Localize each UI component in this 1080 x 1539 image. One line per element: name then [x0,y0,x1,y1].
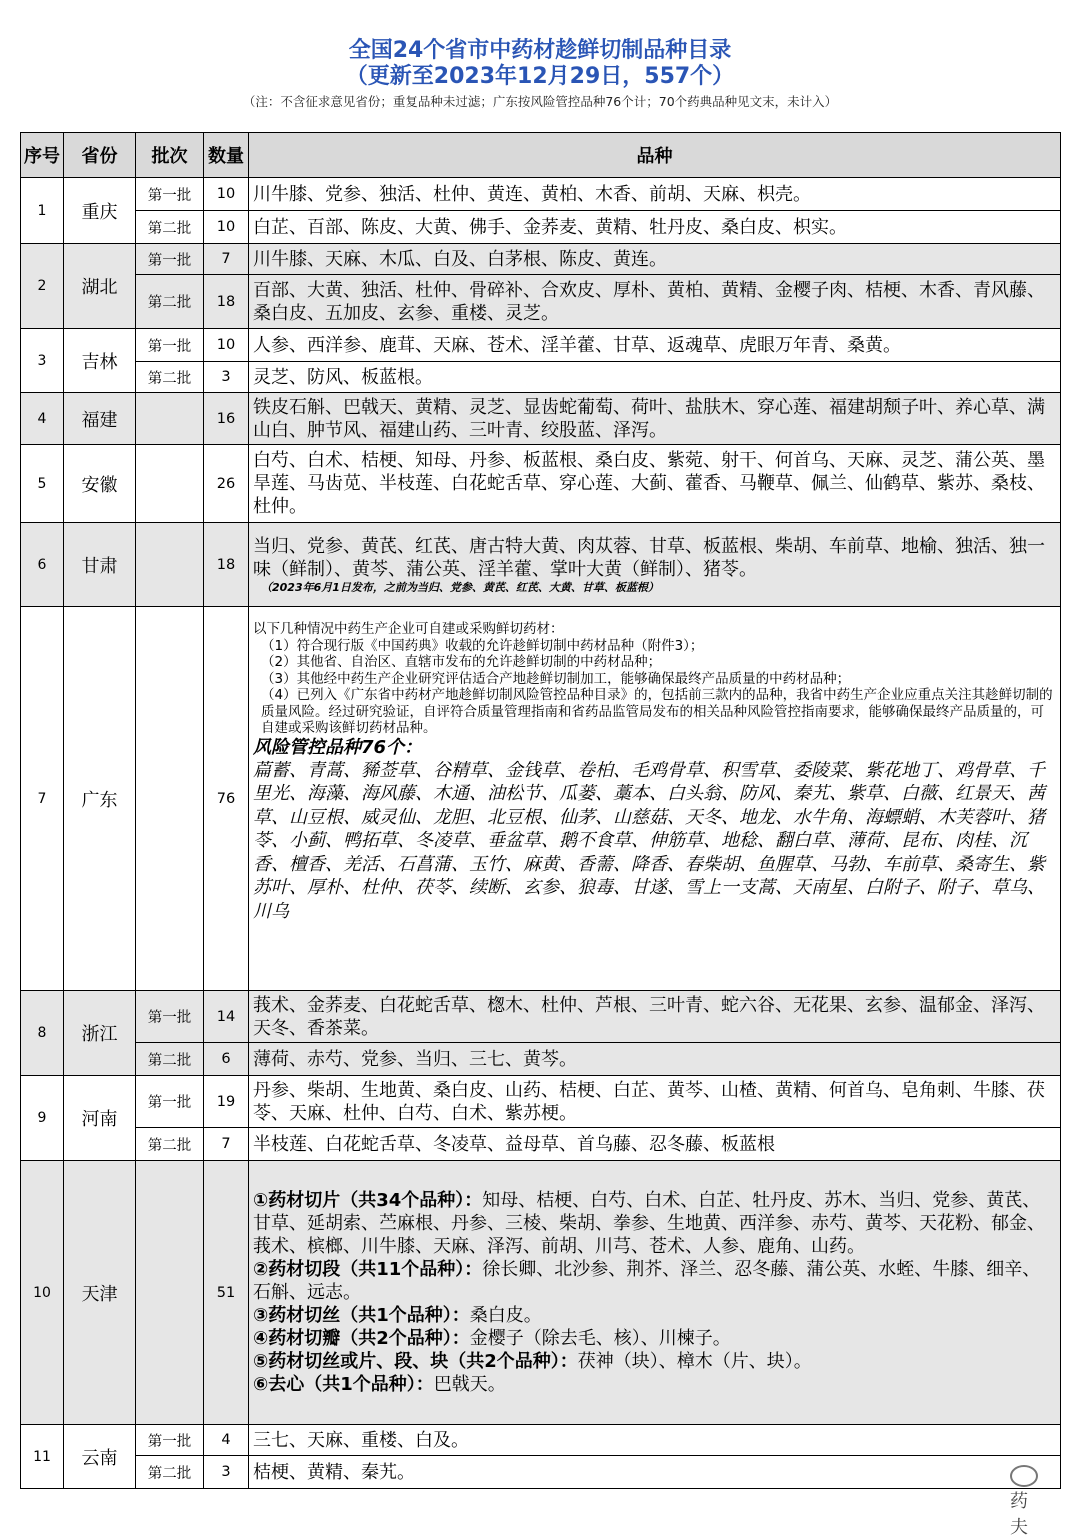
row-province: 福建 [64,393,136,445]
row-batch: 第一批 [136,329,204,362]
row-variety: 灵芝、防风、板蓝根。 [249,362,1061,393]
tianjin-line [253,1350,1056,1373]
row-count: 6 [204,1043,249,1076]
row-variety: 丹参、柴胡、生地黄、桑白皮、山药、桔梗、白芷、黄芩、山楂、黄精、何首乌、皂角刺、牛膝、茯苓、天麻、杜仲、白芍、白术、紫苏梗。 [249,1076,1061,1128]
table-row [21,275,1061,329]
row-count: 3 [204,362,249,393]
row-variety: 白芷、百部、陈皮、大黄、佛手、金荞麦、黄精、牡丹皮、桑白皮、枳实。 [249,211,1061,244]
row-variety: 百部、大黄、独活、杜仲、骨碎补、合欢皮、厚朴、黄柏、黄精、金樱子肉、桔梗、木香、青风藤、桑白皮、五加皮、玄参、重楼、灵芝。 [249,275,1061,329]
guangdong-risk-list: 萹蓄、青蒿、豨莶草、谷精草、金钱草、卷柏、毛鸡骨草、积雪草、委陵菜、紫花地丁、鸡骨草、千里光、海藻、海风藤、木通、油松节、瓜蒌、藁本、白头翁、防风、秦艽、紫草、白薇、红景天、茜草、山豆根、威灵仙、龙胆、北豆根、仙茅、山慈菇、天冬、地龙、水牛角、海螵蛸、木芙蓉叶、猪苓、小蓟、鸭拓草、冬凌草、垂盆草、鹅不食草、伸筋草、地稔、翻白草、薄荷、昆布、肉桂、沉香、檀香、羌活、石菖蒲、玉竹、麻黄、香薷、降香、春柴胡、鱼腥草、马勃、车前草、桑寄生、紫苏叶、厚朴、杜仲、茯苓、续断、玄参、狼毒、甘遂、雪上一支蒿、天南星、白附子、附子、草乌、川乌 [253,759,1045,922]
header-num: 序号 [21,133,64,178]
row-batch [136,445,204,523]
table-row [21,244,1061,275]
row-province: 浙江 [64,991,136,1076]
row-batch [136,393,204,445]
page-note: （注：不含征求意见省份；重复品种未过滤；广东按风险管控品种76个计；70个药典品种见文末，未计入） [242,94,838,109]
row-num: 9 [21,1076,64,1161]
row-count: 10 [204,178,249,211]
row-count: 10 [204,329,249,362]
row-count: 26 [204,445,249,523]
header-batch: 批次 [136,133,204,178]
tianjin-line-label: ④药材切瓣（共2个品种）： [253,1328,470,1349]
tianjin-line-text: 徐长卿、北沙参、荆芥、泽兰、忍冬藤、蒲公英、水蛭、牛膝、细辛、石斛、远志。 [253,1259,1041,1303]
table-row [21,362,1061,393]
gansu-variety-text: 当归、党参、黄芪、红芪、唐古特大黄、肉苁蓉、甘草、板蓝根、柴胡、车前草、地榆、独活、独一味（鲜制）、黄芩、蒲公英、淫羊藿、掌叶大黄（鲜制）、猪苓。 [253,535,1045,580]
page-subtitle: （更新至2023年12月29日，557个） [345,64,735,89]
row-batch: 第二批 [136,1456,204,1489]
row-num: 10 [21,1161,64,1425]
tianjin-line [253,1373,1056,1396]
guangdong-risk-title: 风险管控品种76个： [253,736,423,758]
row-province: 广东 [64,607,136,991]
row-province: 安徽 [64,445,136,523]
row-variety: 桔梗、黄精、秦艽。 [249,1456,1061,1489]
tianjin-line-text: 茯神（块）、樟木（片、块）。 [577,1351,812,1372]
table-row [21,1456,1061,1489]
row-num: 11 [21,1425,64,1489]
row-num: 6 [21,523,64,607]
table-row [21,1076,1061,1128]
watermark [1010,1465,1045,1539]
tianjin-line-label: ⑤药材切丝或片、段、块（共2个品种）： [253,1351,578,1372]
row-variety: 川牛膝、党参、独活、杜仲、黄连、黄柏、木香、前胡、天麻、枳壳。 [249,178,1061,211]
row-province: 甘肃 [64,523,136,607]
row-count: 10 [204,211,249,244]
guangdong-item: （3）其他经中药生产企业研究评估适合产地趁鲜切制加工，能够确保最终产品质量的中药材品种； [261,670,851,687]
row-province: 湖北 [64,244,136,329]
row-batch: 第一批 [136,244,204,275]
table-row [21,329,1061,362]
row-num: 1 [21,178,64,244]
row-count: 7 [204,244,249,275]
row-batch: 第一批 [136,991,204,1043]
table-row [21,393,1061,445]
tianjin-line [253,1258,1056,1304]
header-province: 省份 [64,133,136,178]
table-row [21,991,1061,1043]
row-count: 18 [204,275,249,329]
row-count: 19 [204,1076,249,1128]
row-num: 4 [21,393,64,445]
row-province: 吉林 [64,329,136,393]
table-row [21,178,1061,211]
row-variety: 莪术、金荞麦、白花蛇舌草、楤木、杜仲、芦根、三叶青、蛇六谷、无花果、玄参、温郁金、泽泻、天冬、香茶菜。 [249,991,1061,1043]
header-count: 数量 [204,133,249,178]
variety-table [20,132,1061,1489]
guangdong-intro-text: 以下几种情况中药生产企业可自建或采购鲜切药材： [253,621,564,637]
row-variety: 白芍、白术、桔梗、知母、丹参、板蓝根、桑白皮、紫菀、射干、何首乌、天麻、灵芝、蒲公英、墨旱莲、马齿苋、半枝莲、白花蛇舌草、穿心莲、大蓟、藿香、马鞭草、佩兰、仙鹤草、紫苏、桑枝、杜仲。 [249,445,1061,523]
row-num: 8 [21,991,64,1076]
row-batch [136,1161,204,1425]
row-count: 7 [204,1128,249,1161]
row-variety: 半枝莲、白花蛇舌草、冬凌草、益母草、首乌藤、忍冬藤、板蓝根 [249,1128,1061,1161]
row-province: 天津 [64,1161,136,1425]
row-num: 3 [21,329,64,393]
row-count: 4 [204,1425,249,1456]
row-batch: 第二批 [136,362,204,393]
tianjin-line-text: 金樱子（除去毛、核）、川楝子。 [469,1328,731,1349]
row-count: 3 [204,1456,249,1489]
guangdong-item: （4）已列入《广东省中药材产地趁鲜切制风险管控品种目录》的，包括前三款内的品种，我省中药生产企业应重点关注其趁鲜切制的质量风险。经过研究验证，自评符合质量管理指南和省药品监管局发布的相关品种风险管控指南要求，能够确保最终产品质量的，可自建或采购该鲜切药材品种。 [261,687,1053,736]
row-num: 7 [21,607,64,991]
table-row [21,523,1061,607]
row-province: 重庆 [64,178,136,244]
guangdong-item: （2）其他省、自治区、直辖市发布的允许趁鲜切制的中药材品种； [261,654,662,670]
row-variety: 人参、西洋参、鹿茸、天麻、苍术、淫羊藿、甘草、返魂草、虎眼万年青、桑黄。 [249,329,1061,362]
tianjin-line-label: ③药材切丝（共1个品种）： [253,1305,470,1326]
row-batch: 第一批 [136,1425,204,1456]
row-num: 2 [21,244,64,329]
table-header-row [21,133,1061,178]
guangdong-intro [253,621,1056,737]
table-row [21,1128,1061,1161]
table-row [21,211,1061,244]
gansu-variety-note: （2023年6月1日发布，之前为当归、党参、黄芪、红芪、大黄、甘草、板蓝根） [261,580,659,594]
page-title: 全国24个省市中药材趁鲜切制品种目录 [348,38,732,63]
row-batch: 第二批 [136,1043,204,1076]
row-variety: 川牛膝、天麻、木瓜、白及、白茅根、陈皮、黄连。 [249,244,1061,275]
row-variety [249,523,1061,607]
guangdong-item: （1）符合现行版《中国药典》收载的允许趁鲜切制中药材品种（附件3）； [261,637,704,654]
row-province: 云南 [64,1425,136,1489]
row-count: 16 [204,393,249,445]
row-batch: 第二批 [136,211,204,244]
row-variety: 铁皮石斛、巴戟天、黄精、灵芝、显齿蛇葡萄、荷叶、盐肤木、穿心莲、福建胡颓子叶、养心草、满山白、肿节风、福建山药、三叶青、绞股蓝、泽泻。 [249,393,1061,445]
tianjin-line-text: 巴戟天。 [433,1374,506,1395]
row-batch: 第二批 [136,275,204,329]
row-variety [249,1161,1061,1425]
watermark-text: 药夫 [1010,1491,1028,1538]
row-variety [249,607,1061,991]
tianjin-line-label: ①药材切片（共34个品种）： [253,1190,483,1211]
tianjin-line [253,1327,1056,1350]
table-row [21,607,1061,991]
tianjin-line-label: ⑥去心（共1个品种）： [253,1374,434,1395]
wechat-icon [1010,1465,1038,1487]
row-batch: 第二批 [136,1128,204,1161]
row-batch: 第一批 [136,1076,204,1128]
table-row [21,1043,1061,1076]
row-num: 5 [21,445,64,523]
table-row [21,445,1061,523]
tianjin-line-text: 知母、桔梗、白芍、白术、白芷、牡丹皮、苏木、当归、党参、黄芪、甘草、延胡索、苎麻根、丹参、三棱、柴胡、拳参、生地黄、西洋参、赤芍、黄芩、天花粉、郁金、莪术、槟榔、川牛膝、天麻、泽泻、前胡、川芎、苍术、人参、鹿角、山药。 [253,1190,1045,1257]
table-row [21,1425,1061,1456]
table-row [21,1161,1061,1425]
row-variety: 三七、天麻、重楼、白及。 [249,1425,1061,1456]
row-batch: 第一批 [136,178,204,211]
row-batch [136,607,204,991]
row-batch [136,523,204,607]
header-variety: 品种 [249,133,1061,178]
row-province: 河南 [64,1076,136,1161]
row-count: 51 [204,1161,249,1425]
tianjin-line [253,1189,1056,1258]
row-variety: 薄荷、赤芍、党参、当归、三七、黄芩。 [249,1043,1061,1076]
row-count: 18 [204,523,249,607]
tianjin-line-text: 桑白皮。 [469,1305,542,1326]
row-count: 14 [204,991,249,1043]
row-count: 76 [204,607,249,991]
tianjin-line [253,1304,1056,1327]
tianjin-line-label: ②药材切段（共11个品种）： [253,1259,483,1280]
